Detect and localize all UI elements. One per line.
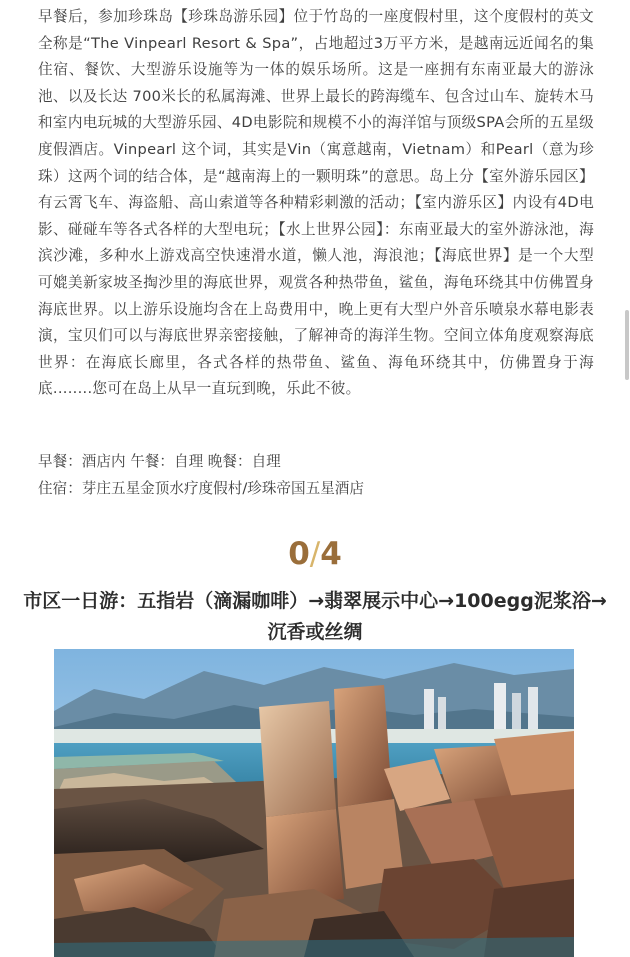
day-number-second: 4 — [320, 536, 342, 572]
scrollbar-thumb[interactable] — [625, 310, 629, 380]
meal-info — [38, 449, 594, 502]
day-title: 市区一日游：五指岩（滴漏咖啡）→翡翠展示中心→100egg泥浆浴→沉香或丝绸 — [23, 590, 607, 643]
day-number-first: 0 — [288, 536, 310, 572]
hotel-line: 住宿：芽庄五星金顶水疗度假村/珍珠帝国五星酒店 — [38, 479, 364, 497]
rock-formation-photo — [54, 649, 574, 957]
day-number-slash: / — [309, 536, 321, 572]
article-paragraph: 早餐后，参加珍珠岛【珍珠岛游乐园】位于竹岛的一座度假村里，这个度假村的英文全称是“The Vinpearl Resort & Spa”，占地超过3万平方米，是越南远近闻名的集住宿、餐饮、大型游乐设施等为一体的娱乐场所。这是一座拥有东南亚最大的游泳池、以及长达 700米长的私属海滩、世界上最长的跨海缆车、包含过山车、旋转木马和室内电玩城的大型游乐园、4D电影院和规模不小的海洋馆与顶级SPA会所的五星级度假酒店。Vinpearl 这个词，其实是Vin（寓意越南，Vietnam）和Pearl（意为珍珠）这两个词的结合体，是“越南海上的一颗明珠”的意思。岛上分【室外游乐园区】有云霄飞车、海盗船、高山索道等各种精彩刺激的活动；【室内游乐区】内设有4D电影、碰碰车等各式各样的大型电玩；【水上世界公园】：东南亚最大的室外游泳池，海滨沙滩，多种水上游戏高空快速滑水道，懒人池，海浪池；【海底世界】是一个大型可媲美新家坡圣掏沙里的海底世界，观赏各种热带鱼，鲨鱼，海龟环绕其中仿佛置身海底世界。以上游乐设施均含在上岛费用中，晚上更有大型户外音乐喷泉水幕电影表演，宝贝们可以与海底世界亲密接触，了解神奇的海洋生物。空间立体角度观察海底世界：在海底长廊里，各式各样的热带鱼、鲨鱼、海龟环绕其中，仿佛置身于海底........您可在岛上从早一直玩到晚，乐此不彼。 — [38, 8, 594, 398]
day-number — [0, 534, 630, 574]
meals-line: 早餐：酒店内 午餐：自理 晚餐：自理 — [38, 453, 281, 470]
